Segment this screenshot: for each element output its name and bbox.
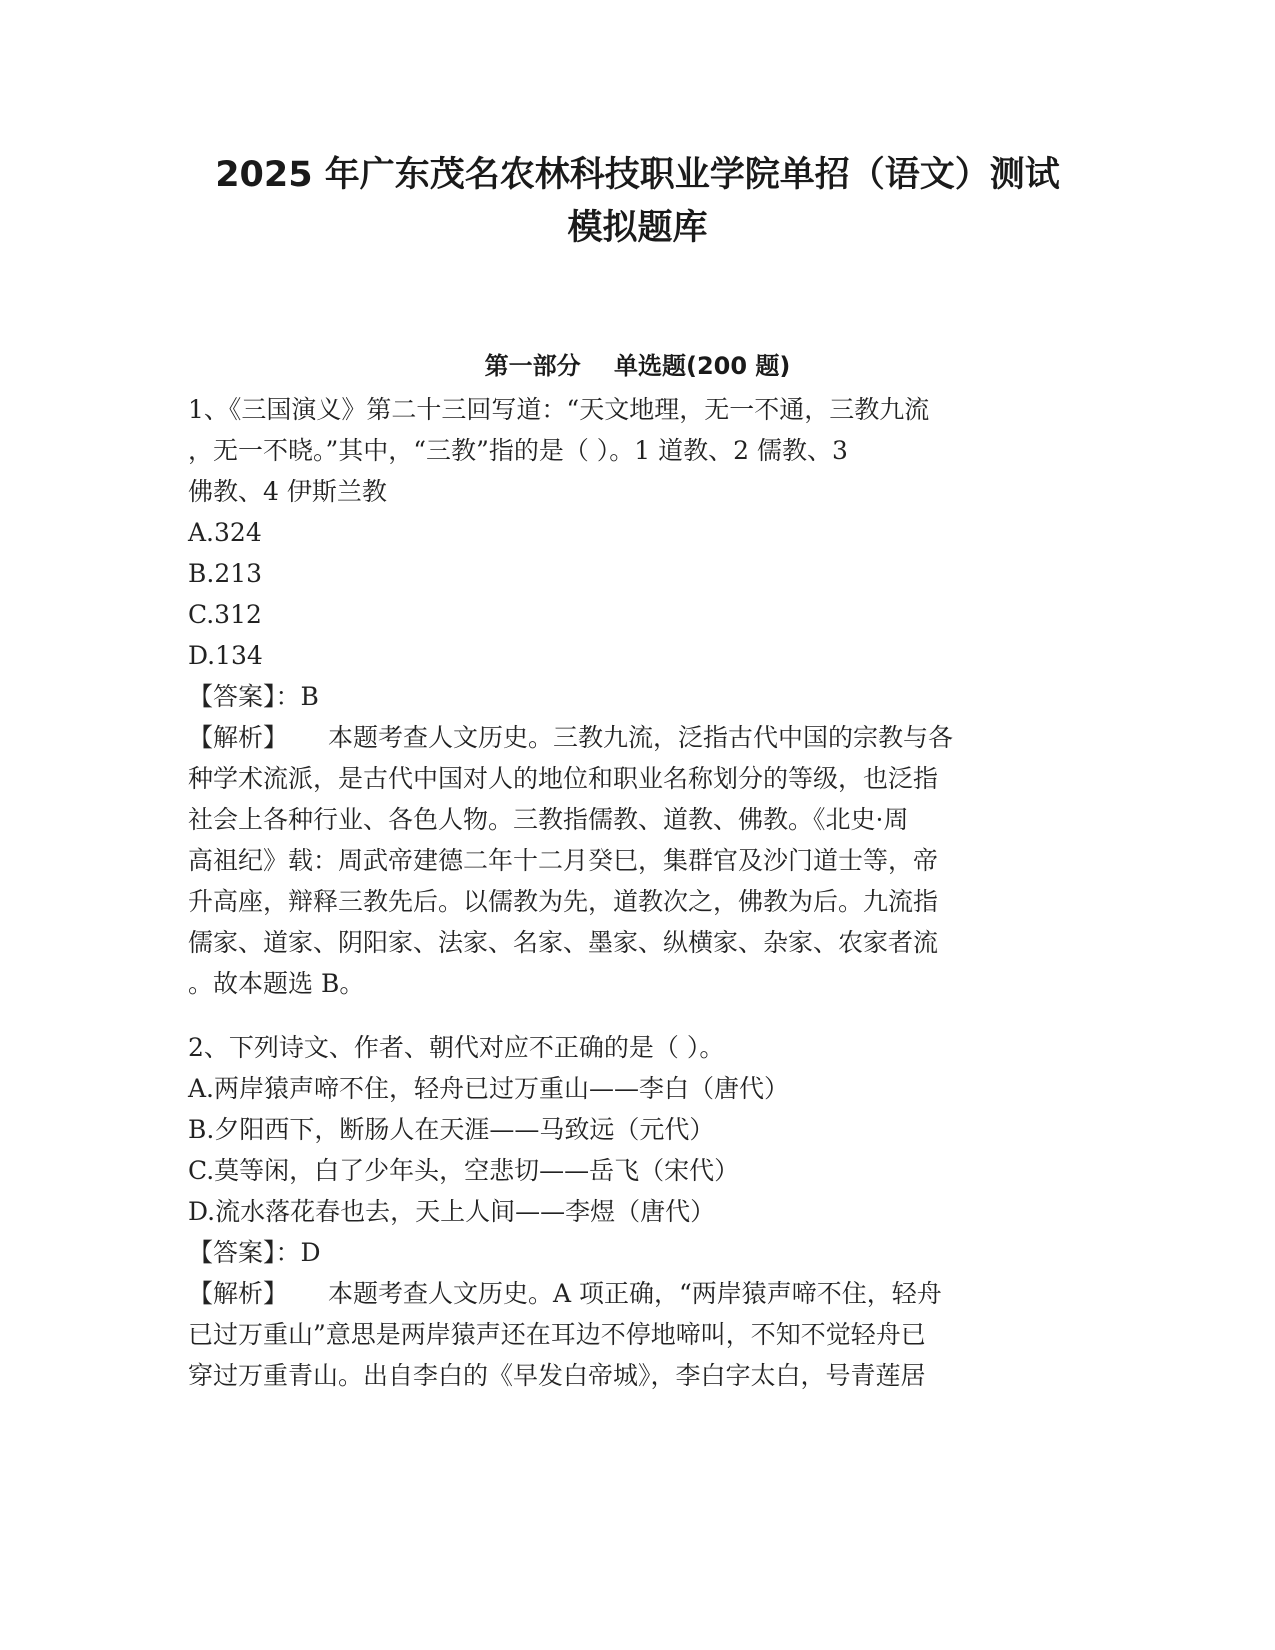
q1-analysis-line-6: 儒家、道家、阴阳家、法家、名家、墨家、纵横家、杂家、农家者流 [188, 928, 939, 957]
q1-analysis-line-7: 。故本题选 B。 [188, 969, 365, 998]
q1-stem-line-3: 佛教、4 伊斯兰教 [188, 477, 387, 506]
q2-stem-line-1: 2、下列诗文、作者、朝代对应不正确的是（ ）。 [188, 1033, 725, 1062]
q1-stem-line-1: 1、《三国演义》第二十三回写道：“天文地理，无一不通，三教九流 [188, 395, 930, 424]
q1-answer: 【答案】：B [188, 682, 319, 711]
q2-option-a: A.两岸猿声啼不住，轻舟已过万重山——李白（唐代） [188, 1074, 790, 1103]
q1-analysis-label: 【解析】 [188, 723, 289, 752]
q2-answer: 【答案】：D [188, 1238, 321, 1267]
q1-analysis-line-5: 升高座，辩释三教先后。以儒教为先，道教次之，佛教为后。九流指 [188, 887, 939, 916]
q1-option-b: B.213 [188, 559, 263, 588]
q2-analysis-label: 【解析】 [188, 1279, 289, 1308]
q1-stem-line-2: ，无一不晓。”其中，“三教”指的是（ ）。1 道教、2 儒教、3 [188, 436, 848, 465]
document-title-line-1: 2025 年广东茂名农林科技职业学院单招（语文）测试 [215, 155, 1060, 195]
q1-option-c: C.312 [188, 600, 262, 629]
q1-analysis-text-1: 本题考查人文历史。三教九流，泛指古代中国的宗教与各 [328, 723, 954, 752]
q1-analysis-line-2: 种学术流派，是古代中国对人的地位和职业名称划分的等级，也泛指 [188, 764, 939, 793]
q1-analysis-line-3: 社会上各种行业、各色人物。三教指儒教、道教、佛教。《北史·周 [188, 805, 909, 834]
q1-option-a: A.324 [188, 518, 262, 547]
q2-option-b: B.夕阳西下，断肠人在天涯——马致远（元代） [188, 1115, 715, 1144]
q1-analysis-line-1 [188, 723, 1088, 753]
q2-analysis-line-1 [188, 1279, 1088, 1309]
q2-analysis-line-2: 已过万重山”意思是两岸猿声还在耳边不停地啼叫，不知不觉轻舟已 [188, 1320, 926, 1349]
q2-option-c: C.莫等闲，白了少年头，空悲切——岳飞（宋代） [188, 1156, 740, 1185]
q1-option-d: D.134 [188, 641, 263, 670]
q1-analysis-line-4: 高祖纪》载：周武帝建德二年十二月癸巳，集群官及沙门道士等，帝 [188, 846, 939, 875]
q2-option-d: D.流水落花春也去，天上人间——李煜（唐代） [188, 1197, 716, 1226]
q2-analysis-text-1: 本题考查人文历史。A 项正确，“两岸猿声啼不住，轻舟 [328, 1279, 942, 1308]
q2-analysis-line-3: 穿过万重青山。出自李白的《早发白帝城》，李白字太白，号青莲居 [188, 1361, 926, 1390]
section-title: 第一部分 单选题(200 题) [484, 352, 791, 380]
document-title-line-2: 模拟题库 [567, 208, 708, 248]
